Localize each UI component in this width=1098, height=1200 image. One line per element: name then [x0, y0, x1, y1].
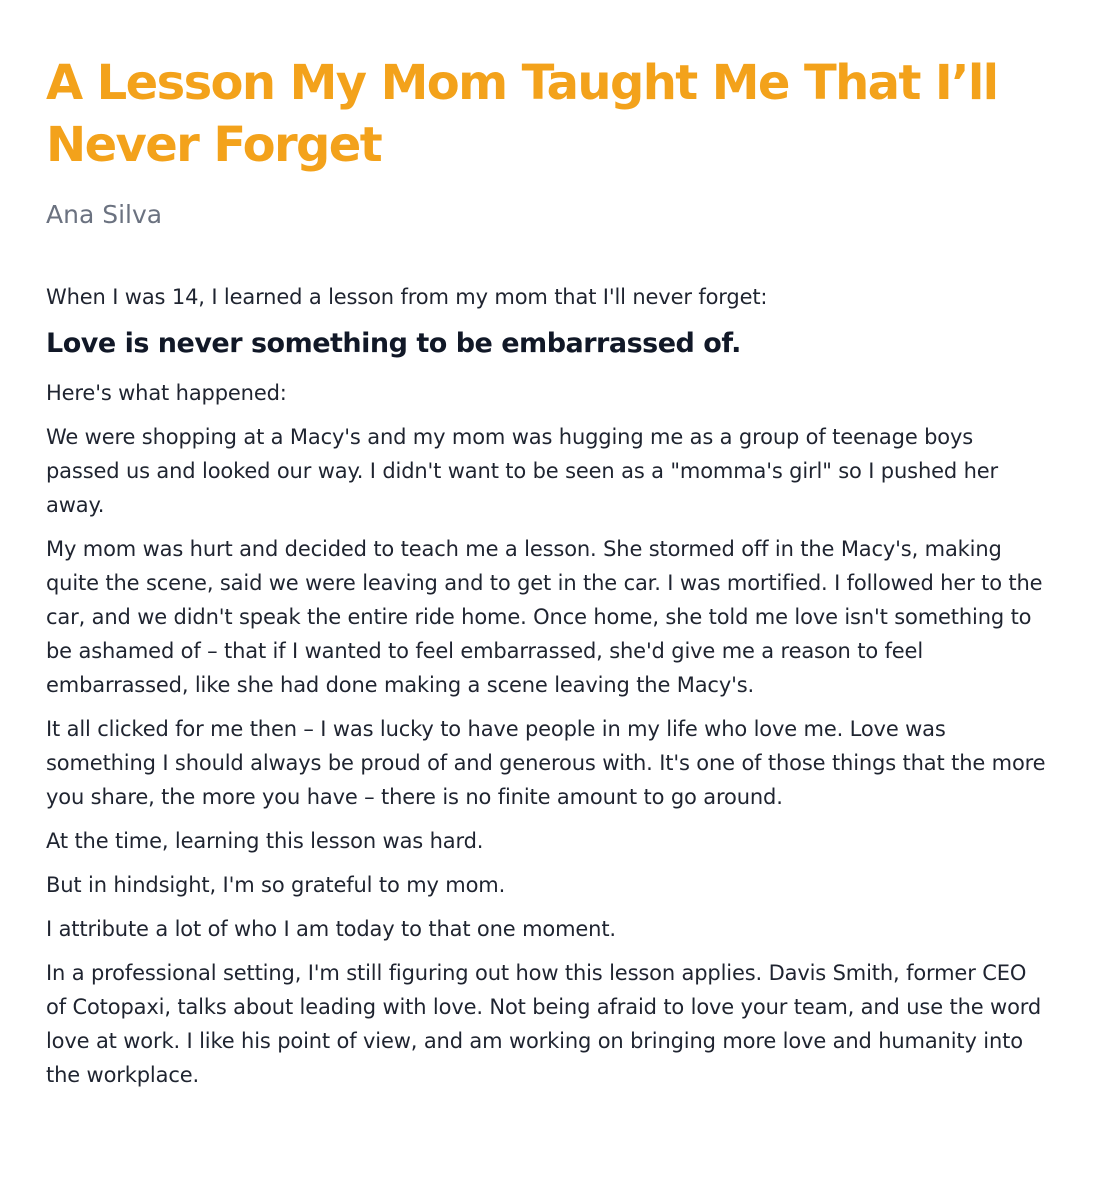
article-body: [46, 280, 1052, 1092]
paragraph: Here's what happened:: [46, 381, 287, 405]
paragraph: We were shopping at a Macy's and my mom was hugging me as a group of teenage boys passed us and looked our way. I didn't want to be seen as a "momma's girl" so I pushed her away.: [46, 425, 998, 517]
article-title: A Lesson My Mom Taught Me That I’ll Never Forget: [46, 55, 998, 173]
paragraph: But in hindsight, I'm so grateful to my mom.: [46, 873, 506, 897]
paragraph: At the time, learning this lesson was hard.: [46, 829, 484, 853]
paragraph: It all clicked for me then – I was lucky to have people in my life who love me. Love was something I should always be proud of and generous with. It's one of those things that the more you share, the more you have – there is no finite amount to go around.: [46, 717, 1046, 809]
paragraph: My mom was hurt and decided to teach me a lesson. She stormed off in the Macy's, making quite the scene, said we were leaving and to get in the car. I was mortified. I followed her to the car, and we didn't speak the entire ride home. Once home, she told me love isn't something to be ashamed of – that if I wanted to feel embarrassed, she'd give me a reason to feel embarrassed, like she had done making a scene leaving the Macy's.: [46, 537, 1043, 697]
paragraph: I attribute a lot of who I am today to that one moment.: [46, 917, 616, 941]
paragraph: In a professional setting, I'm still figuring out how this lesson applies. Davis Smith, former CEO of Cotopaxi, talks about leading with love. Not being afraid to love your team, and use the word love at work. I like his point of view, and am working on bringing more love and humanity into the workplace.: [46, 961, 1042, 1087]
author-name: Ana Silva: [46, 200, 163, 229]
intro-paragraph: When I was 14, I learned a lesson from my mom that I'll never forget:: [46, 285, 768, 309]
highlight-quote: Love is never something to be embarrassed of.: [46, 328, 741, 359]
